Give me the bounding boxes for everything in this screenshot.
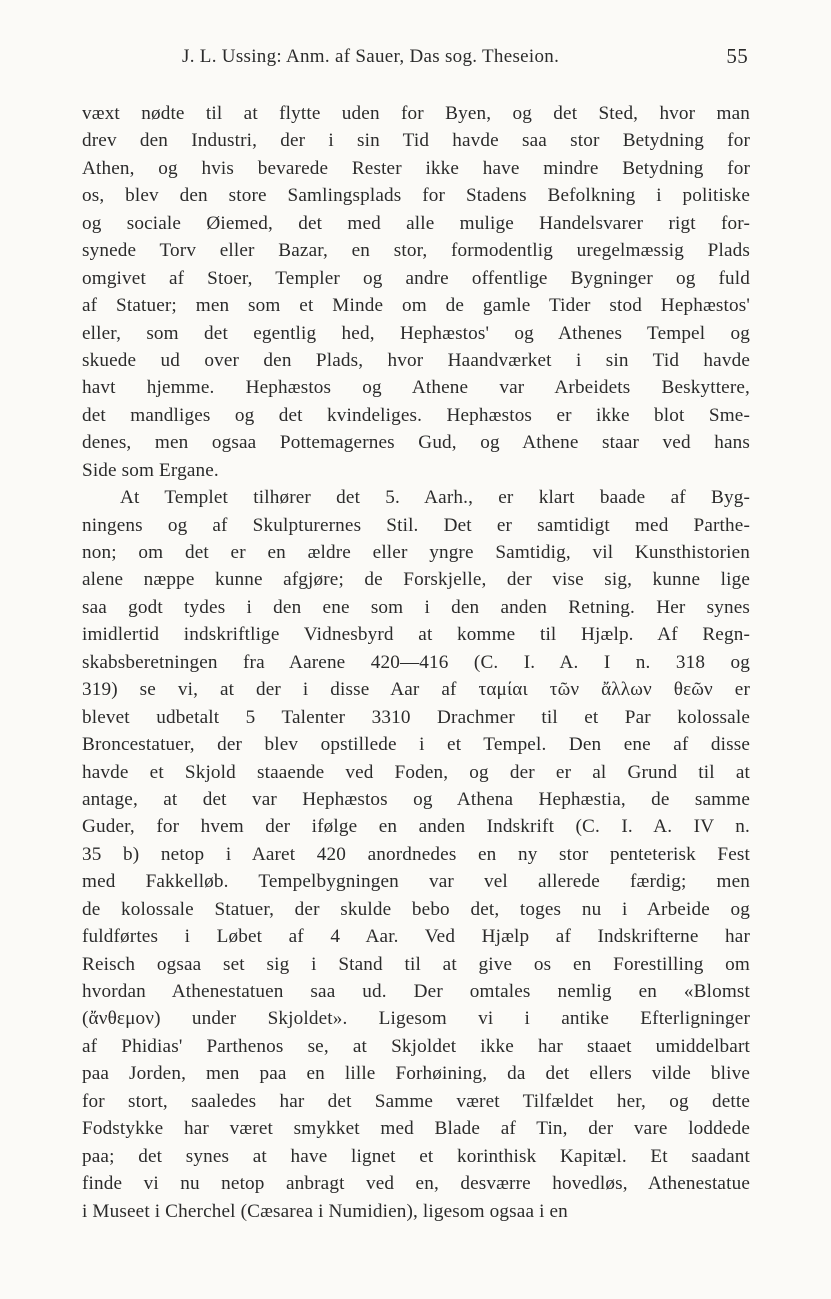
text-line: havt hjemme. Hephæstos og Athene var Arbeidets Beskyttere, [82,377,750,399]
text-line: skabsberetningen fra Aarene 420—416 (C. I. A. I n. 318 og [82,651,750,673]
text-line: havde et Skjold staaende ved Foden, og der er al Grund til at [82,761,750,783]
text-line: os, blev den store Samlingsplads for Stadens Befolkning i politiske [82,185,750,207]
text-line: At Templet tilhører det 5. Aarh., er klart baade af Byg- [120,487,750,509]
text-line: fuldførtes i Løbet af 4 Aar. Ved Hjælp af Indskrifterne har [82,926,750,948]
text-line: for stort, saaledes har det Samme været Tilfældet her, og dette [82,1090,750,1112]
text-line: af Statuer; men som et Minde om de gamle Tider stod Hephæstos' [82,295,750,317]
text-line: antage, at det var Hephæstos og Athena Hephæstia, de samme [82,788,750,810]
text-line: 35 b) netop i Aaret 420 anordnedes en ny stor penteterisk Fest [82,843,750,865]
text-line: Athen, og hvis bevarede Rester ikke have mindre Betydning for [82,157,750,179]
text-line: 319) se vi, at der i disse Aar af ταμίαι τῶν ἄλλων θεῶν er [82,679,750,701]
text-line: finde vi nu netop anbragt ved en, desværre hovedløs, Athenestatue [82,1173,750,1195]
text-line: imidlertid indskriftlige Vidnesbyrd at komme til Hjælp. Af Regn- [82,624,750,646]
page-number: 55 [726,44,748,68]
text-line: Guder, for hvem der ifølge en anden Indskrift (C. I. A. IV n. [82,816,750,838]
text-line: omgivet af Stoer, Templer og andre offentlige Bygninger og fuld [82,267,750,289]
running-head [80,46,748,70]
text-line: denes, men ogsaa Pottemagernes Gud, og Athene staar ved hans [82,432,750,454]
text-line: synede Torv eller Bazar, en stor, formodentlig uregelmæssig Plads [82,240,750,262]
text-line: de kolossale Statuer, der skulde bebo det, toges nu i Arbeide og [82,898,750,920]
text-line: eller, som det egentlig hed, Hephæstos' og Athenes Tempel og [82,322,750,344]
text-line: Fodstykke har været smykket med Blade af Tin, der vare loddede [82,1118,750,1140]
text-line: ningens og af Skulpturernes Stil. Det er samtidigt med Parthe- [82,514,750,536]
text-line: saa godt tydes i den ene som i den anden Retning. Her synes [82,596,750,618]
running-title: J. L. Ussing: Anm. af Sauer, Das sog. Theseion. [182,46,560,67]
text-line: med Fakkelløb. Tempelbygningen var vel allerede færdig; men [82,871,750,893]
text-line: hvordan Athenestatuen saa ud. Der omtales nemlig en «Blomst [82,981,750,1002]
text-line: Reisch ogsaa set sig i Stand til at give os en Forestilling om [82,953,750,975]
text-line: paa Jorden, men paa en lille Forhøining, da det ellers vilde blive [82,1063,750,1085]
text-line: og sociale Øiemed, det med alle mulige Handelsvarer rigt for- [82,212,750,234]
text-line: af Phidias' Parthenos se, at Skjoldet ikke har staaet umiddelbart [82,1035,750,1057]
text-line: blevet udbetalt 5 Talenter 3310 Drachmer til et Par kolossale [82,706,750,728]
body-text [82,100,750,1225]
text-line: skuede ud over den Plads, hvor Haandværket i sin Tid havde [82,349,750,371]
text-line: non; om det er en ældre eller yngre Samtidig, vil Kunsthistorien [82,542,750,563]
text-line: Side som Ergane. [82,459,219,481]
text-line: væxt nødte til at flytte uden for Byen, og det Sted, hvor man [82,103,750,124]
text-line: (ἄνθεμον) under Skjoldet». Ligesom vi i antike Efterligninger [82,1008,750,1030]
text-line: drev den Industri, der i sin Tid havde saa stor Betydning for [82,130,750,152]
text-line: det mandliges og det kvindeliges. Hephæstos er ikke blot Sme- [82,404,750,426]
text-line: alene næppe kunne afgjøre; de Forskjelle, der vise sig, kunne lige [82,569,750,591]
text-line: Broncestatuer, der blev opstillede i et Tempel. Den ene af disse [82,734,750,756]
text-line: paa; det synes at have lignet et korinthisk Kapitæl. Et saadant [82,1145,750,1167]
text-line: i Museet i Cherchel (Cæsarea i Numidien), ligesom ogsaa i en [82,1200,568,1222]
